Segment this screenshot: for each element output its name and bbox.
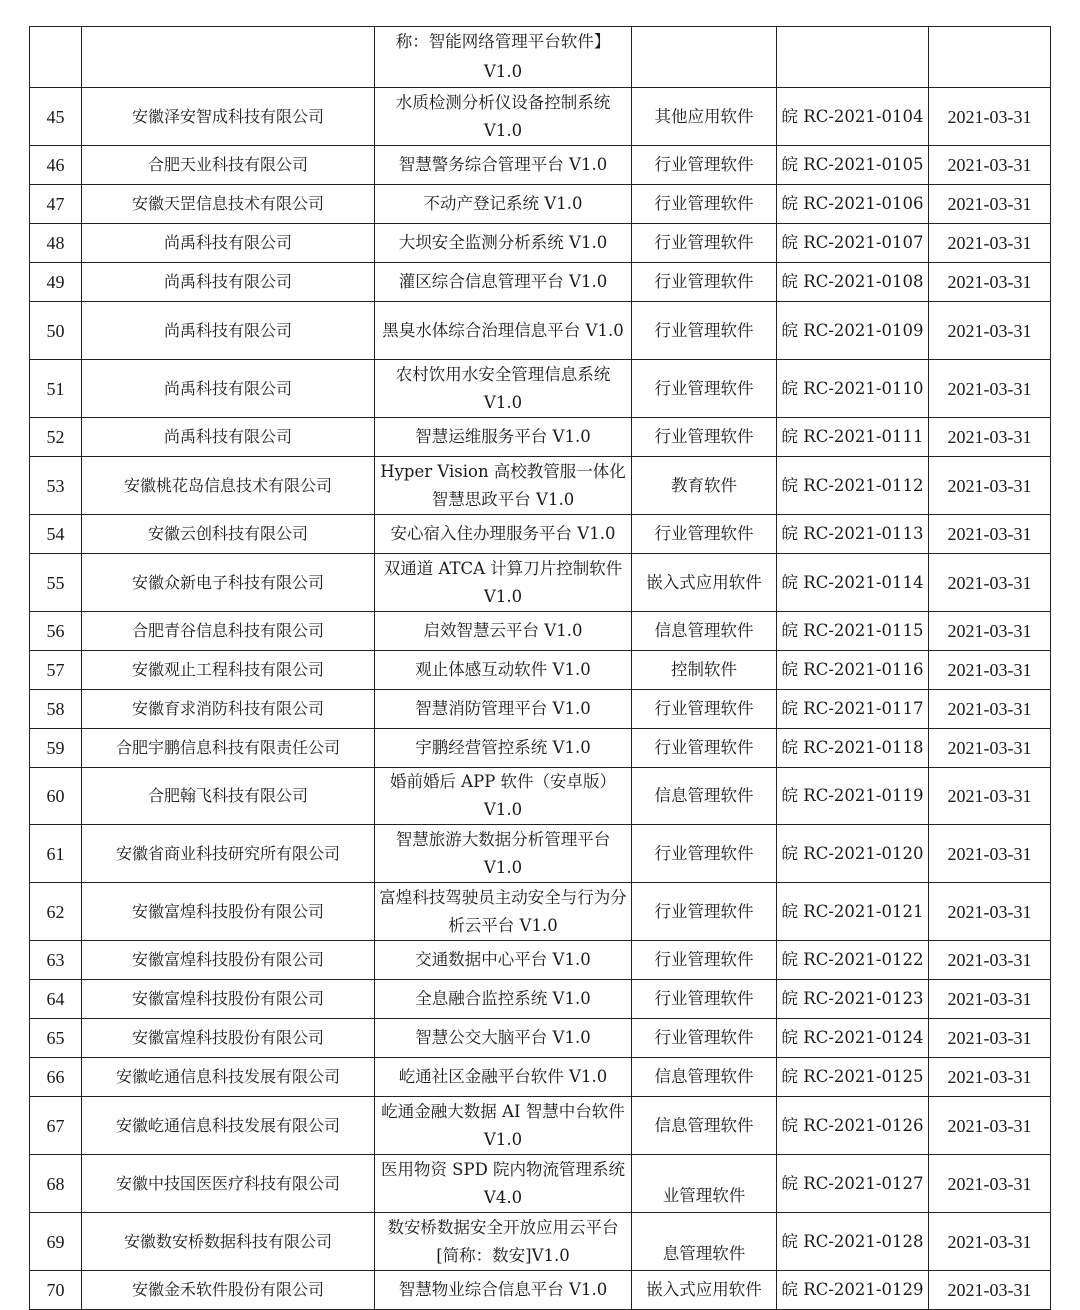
table-row bbox=[30, 360, 1051, 418]
cell-software: 医用物资 SPD 院内物流管理系统 V4.0 bbox=[375, 1155, 632, 1213]
cell-company: 尚禹科技有限公司 bbox=[82, 418, 375, 457]
cell-category: 信息管理软件 bbox=[632, 1097, 777, 1155]
cell-software: 智慧警务综合管理平台 V1.0 bbox=[375, 146, 632, 185]
cell-reg-no: 皖 RC-2021-0111 bbox=[777, 418, 929, 457]
cell-no: 70 bbox=[30, 1271, 82, 1310]
cell-no: 45 bbox=[30, 88, 82, 146]
cell-software: 婚前婚后 APP 软件（安卓版）V1.0 bbox=[375, 768, 632, 825]
cell-date: 2021-03-31 bbox=[929, 1271, 1051, 1310]
cell-company: 安徽屹通信息科技发展有限公司 bbox=[82, 1058, 375, 1097]
table-row bbox=[30, 263, 1051, 302]
cell-software: 称：智能网络管理平台软件】V1.0 bbox=[375, 27, 632, 88]
cell-company: 合肥天业科技有限公司 bbox=[82, 146, 375, 185]
cell-company: 安徽中技国医医疗科技有限公司 bbox=[82, 1155, 375, 1213]
cell-company: 安徽屹通信息科技发展有限公司 bbox=[82, 1097, 375, 1155]
cell-no: 54 bbox=[30, 515, 82, 554]
cell-date: 2021-03-31 bbox=[929, 941, 1051, 980]
cell-company: 安徽数安桥数据科技有限公司 bbox=[82, 1213, 375, 1271]
cell-category: 行业管理软件 bbox=[632, 729, 777, 768]
cell-no: 49 bbox=[30, 263, 82, 302]
cell-date: 2021-03-31 bbox=[929, 263, 1051, 302]
cell-reg-no: 皖 RC-2021-0113 bbox=[777, 515, 929, 554]
cell-date: 2021-03-31 bbox=[929, 883, 1051, 941]
cell-company: 合肥青谷信息科技有限公司 bbox=[82, 612, 375, 651]
table-row bbox=[30, 185, 1051, 224]
cell-reg-no: 皖 RC-2021-0105 bbox=[777, 146, 929, 185]
cell-no: 58 bbox=[30, 690, 82, 729]
cell-reg-no: 皖 RC-2021-0108 bbox=[777, 263, 929, 302]
cell-company: 合肥宇鹏信息科技有限责任公司 bbox=[82, 729, 375, 768]
table-row bbox=[30, 1271, 1051, 1310]
cell-company: 安徽富煌科技股份有限公司 bbox=[82, 1019, 375, 1058]
cell-date: 2021-03-31 bbox=[929, 1058, 1051, 1097]
cell-date: 2021-03-31 bbox=[929, 185, 1051, 224]
cell-category: 行业管理软件 bbox=[632, 302, 777, 360]
cell-company: 安徽富煌科技股份有限公司 bbox=[82, 941, 375, 980]
cell-category: 信息管理软件 bbox=[632, 1058, 777, 1097]
cell-category: 控制软件 bbox=[632, 651, 777, 690]
table-row bbox=[30, 515, 1051, 554]
cell-date bbox=[929, 27, 1051, 88]
cell-date: 2021-03-31 bbox=[929, 1097, 1051, 1155]
cell-no: 63 bbox=[30, 941, 82, 980]
cell-no: 55 bbox=[30, 554, 82, 612]
cell-reg-no bbox=[777, 27, 929, 88]
cell-company: 安徽泽安智成科技有限公司 bbox=[82, 88, 375, 146]
cell-no: 61 bbox=[30, 825, 82, 883]
cell-date: 2021-03-31 bbox=[929, 224, 1051, 263]
cell-reg-no: 皖 RC-2021-0124 bbox=[777, 1019, 929, 1058]
table-row bbox=[30, 612, 1051, 651]
cell-reg-no: 皖 RC-2021-0116 bbox=[777, 651, 929, 690]
cell-date: 2021-03-31 bbox=[929, 768, 1051, 825]
cell-category: 行业管理软件 bbox=[632, 515, 777, 554]
cell-company: 尚禹科技有限公司 bbox=[82, 360, 375, 418]
cell-date: 2021-03-31 bbox=[929, 360, 1051, 418]
cell-date: 2021-03-31 bbox=[929, 146, 1051, 185]
cell-software: 数安桥数据安全开放应用云平台[简称：数安]V1.0 bbox=[375, 1213, 632, 1271]
table-row bbox=[30, 980, 1051, 1019]
cell-reg-no: 皖 RC-2021-0104 bbox=[777, 88, 929, 146]
cell-no: 62 bbox=[30, 883, 82, 941]
cell-reg-no: 皖 RC-2021-0115 bbox=[777, 612, 929, 651]
cell-date: 2021-03-31 bbox=[929, 457, 1051, 515]
table-row bbox=[30, 88, 1051, 146]
cell-company: 安徽富煌科技股份有限公司 bbox=[82, 980, 375, 1019]
cell-no: 53 bbox=[30, 457, 82, 515]
cell-category: 行业管理软件 bbox=[632, 825, 777, 883]
cell-reg-no: 皖 RC-2021-0117 bbox=[777, 690, 929, 729]
cell-company: 尚禹科技有限公司 bbox=[82, 263, 375, 302]
cell-company: 合肥翰飞科技有限公司 bbox=[82, 768, 375, 825]
cell-reg-no: 皖 RC-2021-0123 bbox=[777, 980, 929, 1019]
cell-software: Hyper Vision 高校教管服一体化智慧思政平台 V1.0 bbox=[375, 457, 632, 515]
cell-category: 行业管理软件 bbox=[632, 418, 777, 457]
cell-reg-no: 皖 RC-2021-0125 bbox=[777, 1058, 929, 1097]
cell-software: 智慧消防管理平台 V1.0 bbox=[375, 690, 632, 729]
cell-software: 智慧公交大脑平台 V1.0 bbox=[375, 1019, 632, 1058]
cell-category: 行业管理软件 bbox=[632, 224, 777, 263]
cell-no: 51 bbox=[30, 360, 82, 418]
cell-company: 安徽省商业科技研究所有限公司 bbox=[82, 825, 375, 883]
cell-date: 2021-03-31 bbox=[929, 612, 1051, 651]
cell-reg-no: 皖 RC-2021-0126 bbox=[777, 1097, 929, 1155]
cell-category: 信息管理软件 bbox=[632, 768, 777, 825]
table-row bbox=[30, 883, 1051, 941]
cell-no: 50 bbox=[30, 302, 82, 360]
cell-reg-no: 皖 RC-2021-0127 bbox=[777, 1155, 929, 1213]
cell-software: 双通道 ATCA 计算刀片控制软件 V1.0 bbox=[375, 554, 632, 612]
cell-company: 安徽众新电子科技有限公司 bbox=[82, 554, 375, 612]
cell-no bbox=[30, 27, 82, 88]
cell-software: 宇鹏经营管控系统 V1.0 bbox=[375, 729, 632, 768]
cell-company: 安徽富煌科技股份有限公司 bbox=[82, 883, 375, 941]
cell-no: 66 bbox=[30, 1058, 82, 1097]
cell-reg-no: 皖 RC-2021-0118 bbox=[777, 729, 929, 768]
cell-no: 59 bbox=[30, 729, 82, 768]
cell-company: 尚禹科技有限公司 bbox=[82, 224, 375, 263]
cell-category: 嵌入式应用软件 bbox=[632, 1271, 777, 1310]
cell-date: 2021-03-31 bbox=[929, 729, 1051, 768]
table-row bbox=[30, 418, 1051, 457]
cell-category: 行业管理软件 bbox=[632, 690, 777, 729]
cell-software: 启效智慧云平台 V1.0 bbox=[375, 612, 632, 651]
cell-software: 水质检测分析仪设备控制系统 V1.0 bbox=[375, 88, 632, 146]
cell-company: 安徽育求消防科技有限公司 bbox=[82, 690, 375, 729]
cell-no: 47 bbox=[30, 185, 82, 224]
cell-reg-no: 皖 RC-2021-0112 bbox=[777, 457, 929, 515]
cell-category: 嵌入式应用软件 bbox=[632, 554, 777, 612]
cell-no: 56 bbox=[30, 612, 82, 651]
cell-category: 其他应用软件 bbox=[632, 88, 777, 146]
cell-category: 行业管理软件 bbox=[632, 263, 777, 302]
cell-reg-no: 皖 RC-2021-0110 bbox=[777, 360, 929, 418]
cell-reg-no: 皖 RC-2021-0106 bbox=[777, 185, 929, 224]
cell-date: 2021-03-31 bbox=[929, 980, 1051, 1019]
cell-reg-no: 皖 RC-2021-0120 bbox=[777, 825, 929, 883]
cell-software: 交通数据中心平台 V1.0 bbox=[375, 941, 632, 980]
cell-company: 尚禹科技有限公司 bbox=[82, 302, 375, 360]
table-row bbox=[30, 941, 1051, 980]
cell-date: 2021-03-31 bbox=[929, 1019, 1051, 1058]
table-row bbox=[30, 1058, 1051, 1097]
cell-reg-no: 皖 RC-2021-0121 bbox=[777, 883, 929, 941]
cell-no: 46 bbox=[30, 146, 82, 185]
cell-company: 安徽云创科技有限公司 bbox=[82, 515, 375, 554]
table-row bbox=[30, 1213, 1051, 1271]
cell-date: 2021-03-31 bbox=[929, 651, 1051, 690]
cell-software: 屹通社区金融平台软件 V1.0 bbox=[375, 1058, 632, 1097]
cell-software: 安心宿入住办理服务平台 V1.0 bbox=[375, 515, 632, 554]
cell-date: 2021-03-31 bbox=[929, 1155, 1051, 1213]
cell-category: 行业管理软件 bbox=[632, 883, 777, 941]
cell-date: 2021-03-31 bbox=[929, 302, 1051, 360]
cell-category: 行业管理软件 bbox=[632, 1019, 777, 1058]
cell-category bbox=[632, 27, 777, 88]
cell-software: 观止体感互动软件 V1.0 bbox=[375, 651, 632, 690]
cell-category: 行业管理软件 bbox=[632, 941, 777, 980]
cell-no: 67 bbox=[30, 1097, 82, 1155]
cell-date: 2021-03-31 bbox=[929, 825, 1051, 883]
table-row bbox=[30, 554, 1051, 612]
cell-no: 64 bbox=[30, 980, 82, 1019]
cell-company: 安徽金禾软件股份有限公司 bbox=[82, 1271, 375, 1310]
cell-no: 60 bbox=[30, 768, 82, 825]
table-row bbox=[30, 224, 1051, 263]
cell-no: 65 bbox=[30, 1019, 82, 1058]
cell-software: 不动产登记系统 V1.0 bbox=[375, 185, 632, 224]
cell-software: 智慧旅游大数据分析管理平台 V1.0 bbox=[375, 825, 632, 883]
cell-reg-no: 皖 RC-2021-0129 bbox=[777, 1271, 929, 1310]
cell-company: 安徽桃花岛信息技术有限公司 bbox=[82, 457, 375, 515]
table-row bbox=[30, 690, 1051, 729]
cell-reg-no: 皖 RC-2021-0114 bbox=[777, 554, 929, 612]
cell-date: 2021-03-31 bbox=[929, 1213, 1051, 1271]
cell-no: 69 bbox=[30, 1213, 82, 1271]
table-row bbox=[30, 1019, 1051, 1058]
cell-no: 48 bbox=[30, 224, 82, 263]
cell-date: 2021-03-31 bbox=[929, 515, 1051, 554]
cell-company: 安徽天罡信息技术有限公司 bbox=[82, 185, 375, 224]
table-row bbox=[30, 1097, 1051, 1155]
cell-software: 屹通金融大数据 AI 智慧中台软件 V1.0 bbox=[375, 1097, 632, 1155]
table-row bbox=[30, 729, 1051, 768]
cell-category: 信息管理软件 bbox=[632, 612, 777, 651]
table-row bbox=[30, 302, 1051, 360]
table-row bbox=[30, 1155, 1051, 1213]
cell-date: 2021-03-31 bbox=[929, 690, 1051, 729]
cell-category: 行业管理软件 bbox=[632, 980, 777, 1019]
table-row bbox=[30, 825, 1051, 883]
cell-date: 2021-03-31 bbox=[929, 88, 1051, 146]
cell-software: 大坝安全监测分析系统 V1.0 bbox=[375, 224, 632, 263]
cell-software: 智慧运维服务平台 V1.0 bbox=[375, 418, 632, 457]
cell-no: 68 bbox=[30, 1155, 82, 1213]
cell-reg-no: 皖 RC-2021-0128 bbox=[777, 1213, 929, 1271]
cell-category: 行业管理软件 bbox=[632, 360, 777, 418]
software-registration-table bbox=[29, 26, 1051, 1310]
cell-date: 2021-03-31 bbox=[929, 418, 1051, 457]
cell-reg-no: 皖 RC-2021-0122 bbox=[777, 941, 929, 980]
cell-software: 富煌科技驾驶员主动安全与行为分析云平台 V1.0 bbox=[375, 883, 632, 941]
table-row bbox=[30, 457, 1051, 515]
table-row bbox=[30, 768, 1051, 825]
cell-software: 全息融合监控系统 V1.0 bbox=[375, 980, 632, 1019]
cell-category: 行业管理软件 bbox=[632, 146, 777, 185]
cell-company: 安徽观止工程科技有限公司 bbox=[82, 651, 375, 690]
cell-software: 农村饮用水安全管理信息系统 V1.0 bbox=[375, 360, 632, 418]
cell-reg-no: 皖 RC-2021-0107 bbox=[777, 224, 929, 263]
cell-category: 息管理软件 bbox=[632, 1213, 777, 1271]
table-row bbox=[30, 146, 1051, 185]
cell-category: 教育软件 bbox=[632, 457, 777, 515]
cell-software: 灌区综合信息管理平台 V1.0 bbox=[375, 263, 632, 302]
cell-reg-no: 皖 RC-2021-0119 bbox=[777, 768, 929, 825]
cell-date: 2021-03-31 bbox=[929, 554, 1051, 612]
cell-category: 业管理软件 bbox=[632, 1155, 777, 1213]
cell-software: 黑臭水体综合治理信息平台 V1.0 bbox=[375, 302, 632, 360]
cell-no: 52 bbox=[30, 418, 82, 457]
cell-reg-no: 皖 RC-2021-0109 bbox=[777, 302, 929, 360]
cell-category: 行业管理软件 bbox=[632, 185, 777, 224]
cell-company bbox=[82, 27, 375, 88]
cell-no: 57 bbox=[30, 651, 82, 690]
table-row bbox=[30, 651, 1051, 690]
cell-software: 智慧物业综合信息平台 V1.0 bbox=[375, 1271, 632, 1310]
table-body bbox=[30, 27, 1051, 1310]
continuation-row bbox=[30, 27, 1051, 88]
